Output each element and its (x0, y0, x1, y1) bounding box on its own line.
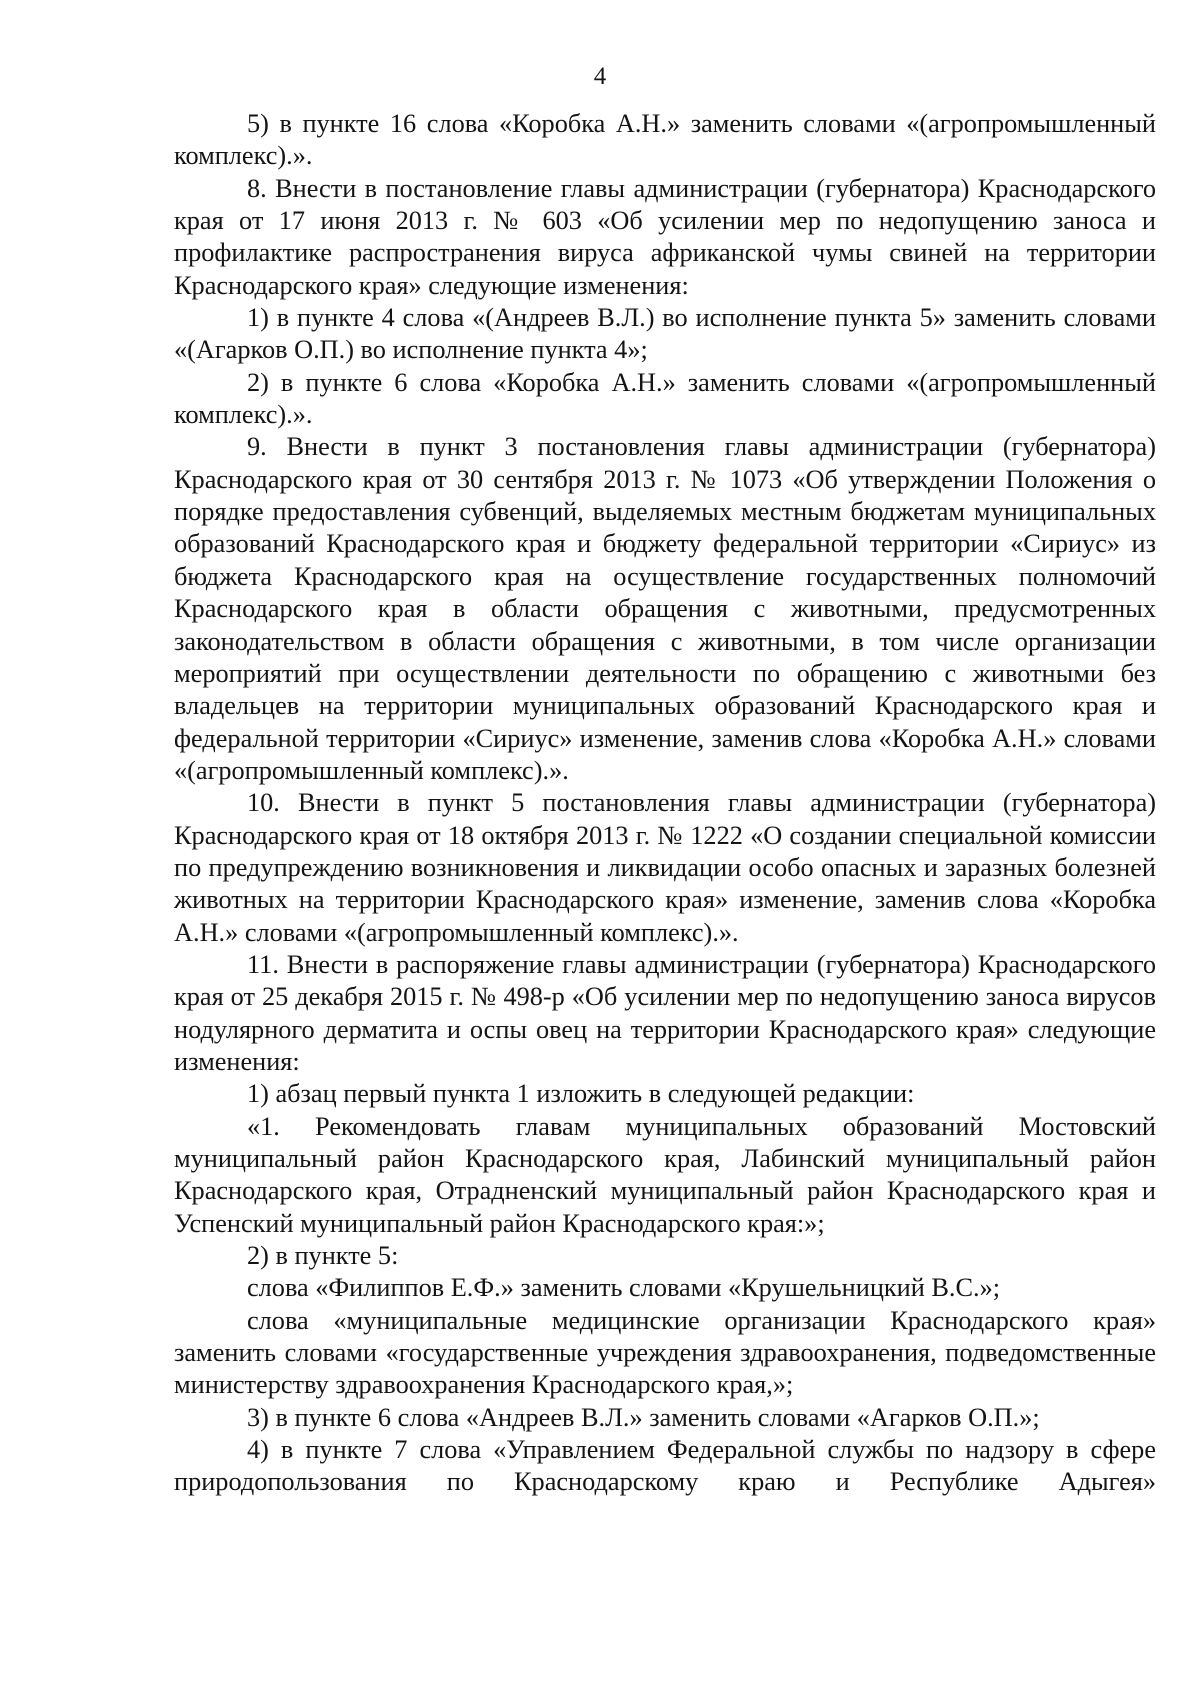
paragraph-section-11-item-1: 1) абзац первый пункта 1 изложить в следующей редакции: (247, 1079, 915, 1109)
page-number: 4 (593, 63, 607, 90)
paragraph-section-11-item-4: 4) в пункте 7 слова «Управлением Федеральной службы по надзору в сфере природопользования по Краснодарскому краю и Республике Адыгея» (174, 1435, 1156, 1497)
paragraph-section-11-item-3: 3) в пункте 6 слова «Андреев В.Л.» заменить словами «Агарков О.П.»; (247, 1402, 1040, 1432)
paragraph-section-8-item-1: 1) в пункте 4 слова «(Андреев В.Л.) во исполнение пункта 5» заменить словами «(Агарков О.П.) во исполнение пункта 4»; (174, 303, 1156, 365)
paragraph-section-9: 9. Внести в пункт 3 постановления главы администрации (губернатора) Краснодарского края от 30 сентября 2013 г. № 1073 «Об утверждении Положения о порядке предоставления субвенций, выделяемых местным бюджетам муниципальных образований Краснодарского края и бюджету федеральной территории «Сириус» из бюджета Краснодарского края на осуществление государственных полномочий Краснодарского края в области обращения с животными, предусмотренных законодательством в области обращения с животными, в том числе организации мероприятий при осуществлении деятельности по обращению с животными без владельцев на территории муниципальных образований Краснодарского края и федеральной территории «Сириус» изменение, заменив слова «Коробка А.Н.» словами «(агропромышленный комплекс).». (174, 432, 1156, 785)
paragraph-section-8: 8. Внести в постановление главы администрации (губернатора) Краснодарского края от 17 июня 2013 г. № 603 «Об усилении мер по недопущению заноса и профилактике распространения вируса африканской чумы свиней на территории Краснодарского края» следующие изменения: (174, 173, 1156, 300)
paragraph-quoted-item-1: «1. Рекомендовать главам муниципальных образований Мостовский муниципальный район Краснодарского края, Лабинский муниципальный район Краснодарского края, Отрадненский муниципальный район Краснодарского края и Успенский муниципальный район Краснодарского края:»; (174, 1111, 1156, 1238)
paragraph-section-8-item-2: 2) в пункте 6 слова «Коробка А.Н.» заменить словами «(агропромышленный комплекс).». (174, 367, 1156, 430)
paragraph-item-5-p16: 5) в пункте 16 слова «Коробка А.Н.» заменить словами «(агропромышленный комплекс).». (174, 109, 1156, 171)
paragraph-section-11: 11. Внести в распоряжение главы администрации (губернатора) Краснодарского края от 25 декабря 2015 г. № 498-р «Об усилении мер по недопущению заноса вирусов нодулярного дерматита и оспы овец на территории Краснодарского края» следующие изменения: (174, 949, 1156, 1076)
paragraph-section-11-item-2: 2) в пункте 5: (247, 1241, 399, 1271)
paragraph-words-filippov: слова «Филиппов Е.Ф.» заменить словами «Крушельницкий В.С.»; (247, 1273, 1001, 1303)
document-body (174, 108, 1156, 1499)
paragraph-words-medical-orgs: слова «муниципальные медицинские организации Краснодарского края» заменить словами «государственные учреждения здравоохранения, подведомственные министерству здравоохранения Краснодарского края,»; (174, 1305, 1156, 1400)
paragraph-section-10: 10. Внести в пункт 5 постановления главы администрации (губернатора) Краснодарского края от 18 октября 2013 г. № 1222 «О создании специальной комиссии по предупреждению возникновения и ликвидации особо опасных и заразных болезней животных на территории Краснодарского края» изменение, заменив слова «Коробка А.Н.» словами «(агропромышленный комплекс).». (174, 788, 1156, 947)
